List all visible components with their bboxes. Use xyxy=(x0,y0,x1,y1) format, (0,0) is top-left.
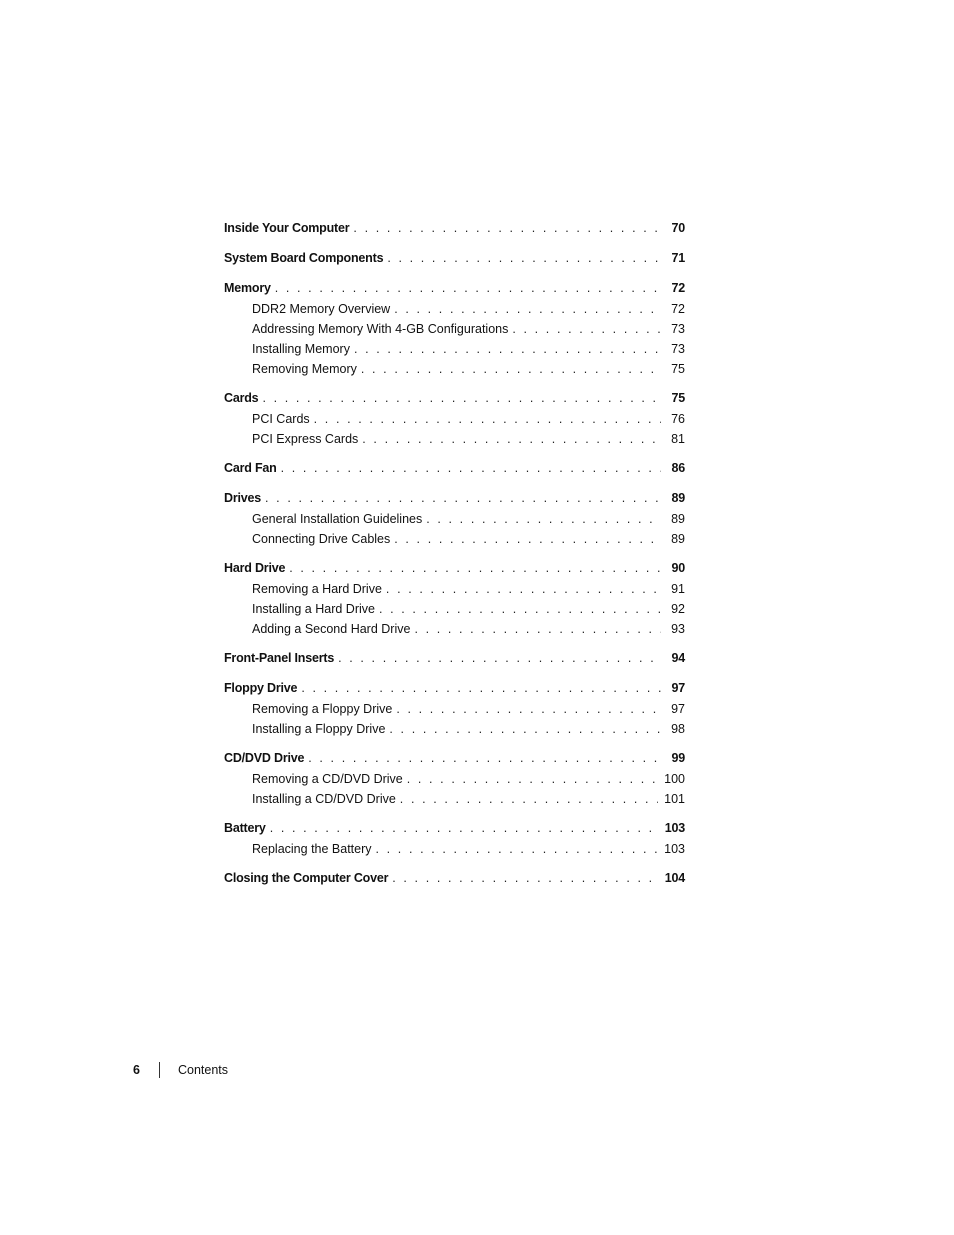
toc-entry-title: Removing a Floppy Drive xyxy=(252,702,393,716)
toc-entry-title: Closing the Computer Cover xyxy=(224,871,389,885)
dot-leader xyxy=(407,769,658,789)
toc-subsection-entry[interactable] xyxy=(224,699,685,719)
dot-leader xyxy=(400,789,658,809)
toc-entry-page-number: 100 xyxy=(664,772,685,786)
toc-entry-page-number: 101 xyxy=(664,792,685,806)
dot-leader xyxy=(392,868,658,889)
toc-subsection-entry[interactable] xyxy=(224,429,685,449)
toc-entry-page-number: 104 xyxy=(664,871,685,885)
toc-subsection-entry[interactable] xyxy=(224,599,685,619)
toc-section-entry[interactable] xyxy=(224,458,685,479)
toc-section-entry[interactable] xyxy=(224,388,685,409)
toc-subsection-entry[interactable] xyxy=(224,299,685,319)
toc-entry-title: Cards xyxy=(224,391,259,405)
dot-leader xyxy=(289,558,661,579)
toc-entry-title: Memory xyxy=(224,281,271,295)
toc-entry-page-number: 103 xyxy=(664,821,685,835)
toc-entry-page-number: 97 xyxy=(671,702,685,716)
toc-entry-title: Installing a CD/DVD Drive xyxy=(252,792,396,806)
toc-section-entry[interactable] xyxy=(224,648,685,669)
toc-subsection-entry[interactable] xyxy=(224,719,685,739)
toc-entry-page-number: 73 xyxy=(671,322,685,336)
toc-section-entry[interactable] xyxy=(224,278,685,299)
toc-entry-title: Front-Panel Inserts xyxy=(224,651,335,665)
toc-entry-page-number: 86 xyxy=(671,461,685,475)
dot-leader xyxy=(353,218,661,239)
toc-section-entry[interactable] xyxy=(224,558,685,579)
toc-entry-page-number: 97 xyxy=(671,681,685,695)
toc-entry-page-number: 81 xyxy=(671,432,685,446)
toc-entry-title: Installing a Hard Drive xyxy=(252,602,375,616)
toc-entry-page-number: 103 xyxy=(664,842,685,856)
toc-entry-title: Replacing the Battery xyxy=(252,842,372,856)
toc-section-entry[interactable] xyxy=(224,868,685,889)
dot-leader xyxy=(389,719,661,739)
dot-leader xyxy=(361,359,661,379)
dot-leader xyxy=(338,648,661,669)
dot-leader xyxy=(394,529,661,549)
toc-entry-title: Removing a Hard Drive xyxy=(252,582,382,596)
toc-subsection-entry[interactable] xyxy=(224,409,685,429)
toc-subsection-entry[interactable] xyxy=(224,769,685,789)
toc-subsection-entry[interactable] xyxy=(224,359,685,379)
dot-leader xyxy=(512,319,661,339)
toc-subsection-entry[interactable] xyxy=(224,509,685,529)
toc-entry-title: Floppy Drive xyxy=(224,681,298,695)
dot-leader xyxy=(301,678,661,699)
dot-leader xyxy=(394,299,661,319)
dot-leader xyxy=(275,278,661,299)
toc-section-entry[interactable] xyxy=(224,218,685,239)
toc-entry-page-number: 75 xyxy=(671,362,685,376)
toc-entry-title: PCI Cards xyxy=(252,412,310,426)
toc-entry-page-number: 99 xyxy=(671,751,685,765)
toc-entry-title: System Board Components xyxy=(224,251,384,265)
toc-section-entry[interactable] xyxy=(224,748,685,769)
toc-subsection-entry[interactable] xyxy=(224,839,685,859)
dot-leader xyxy=(354,339,661,359)
dot-leader xyxy=(265,488,661,509)
toc-subsection-entry[interactable] xyxy=(224,789,685,809)
toc-entry-title: Inside Your Computer xyxy=(224,221,350,235)
toc-entry-title: Installing a Floppy Drive xyxy=(252,722,386,736)
toc-entry-title: Card Fan xyxy=(224,461,277,475)
page-footer xyxy=(133,1061,228,1079)
toc-entry-page-number: 92 xyxy=(671,602,685,616)
toc-entry-title: Battery xyxy=(224,821,266,835)
footer-section-label: Contents xyxy=(178,1063,229,1077)
dot-leader xyxy=(376,839,659,859)
dot-leader xyxy=(386,579,661,599)
dot-leader xyxy=(314,409,661,429)
toc-subsection-entry[interactable] xyxy=(224,619,685,639)
toc-entry-page-number: 71 xyxy=(671,251,685,265)
toc-entry-page-number: 98 xyxy=(671,722,685,736)
toc-entry-title: Installing Memory xyxy=(252,342,350,356)
toc-subsection-entry[interactable] xyxy=(224,579,685,599)
toc-entry-title: DDR2 Memory Overview xyxy=(252,302,391,316)
toc-entry-title: General Installation Guidelines xyxy=(252,512,423,526)
toc-entry-page-number: 72 xyxy=(671,281,685,295)
toc-subsection-entry[interactable] xyxy=(224,319,685,339)
toc-entry-page-number: 89 xyxy=(671,512,685,526)
toc-entry-page-number: 72 xyxy=(671,302,685,316)
toc-subsection-entry[interactable] xyxy=(224,529,685,549)
toc-entry-title: Addressing Memory With 4-GB Configurations xyxy=(252,322,509,336)
toc-entry-page-number: 76 xyxy=(671,412,685,426)
toc-section-entry[interactable] xyxy=(224,818,685,839)
dot-leader xyxy=(426,509,661,529)
footer-divider xyxy=(159,1062,160,1078)
toc-entry-title: Hard Drive xyxy=(224,561,286,575)
toc-entry-page-number: 75 xyxy=(671,391,685,405)
toc-subsection-entry[interactable] xyxy=(224,339,685,359)
toc-entry-page-number: 93 xyxy=(671,622,685,636)
toc-section-entry[interactable] xyxy=(224,488,685,509)
toc-section-entry[interactable] xyxy=(224,678,685,699)
table-of-contents xyxy=(224,218,685,889)
toc-entry-title: Connecting Drive Cables xyxy=(252,532,391,546)
dot-leader xyxy=(362,429,661,449)
dot-leader xyxy=(387,248,661,269)
toc-entry-page-number: 94 xyxy=(671,651,685,665)
toc-entry-page-number: 73 xyxy=(671,342,685,356)
toc-entry-title: Removing Memory xyxy=(252,362,357,376)
dot-leader xyxy=(308,748,661,769)
toc-entry-page-number: 70 xyxy=(671,221,685,235)
toc-entry-title: Adding a Second Hard Drive xyxy=(252,622,411,636)
toc-entry-title: Drives xyxy=(224,491,262,505)
toc-entry-page-number: 90 xyxy=(671,561,685,575)
dot-leader xyxy=(414,619,661,639)
toc-entry-title: Removing a CD/DVD Drive xyxy=(252,772,403,786)
toc-entry-title: CD/DVD Drive xyxy=(224,751,305,765)
toc-entry-page-number: 89 xyxy=(671,532,685,546)
toc-entry-title: PCI Express Cards xyxy=(252,432,359,446)
toc-section-entry[interactable] xyxy=(224,248,685,269)
toc-entry-page-number: 91 xyxy=(671,582,685,596)
page-number: 6 xyxy=(133,1063,140,1077)
dot-leader xyxy=(396,699,661,719)
dot-leader xyxy=(281,458,661,479)
dot-leader xyxy=(262,388,661,409)
toc-entry-page-number: 89 xyxy=(671,491,685,505)
dot-leader xyxy=(270,818,659,839)
dot-leader xyxy=(379,599,661,619)
